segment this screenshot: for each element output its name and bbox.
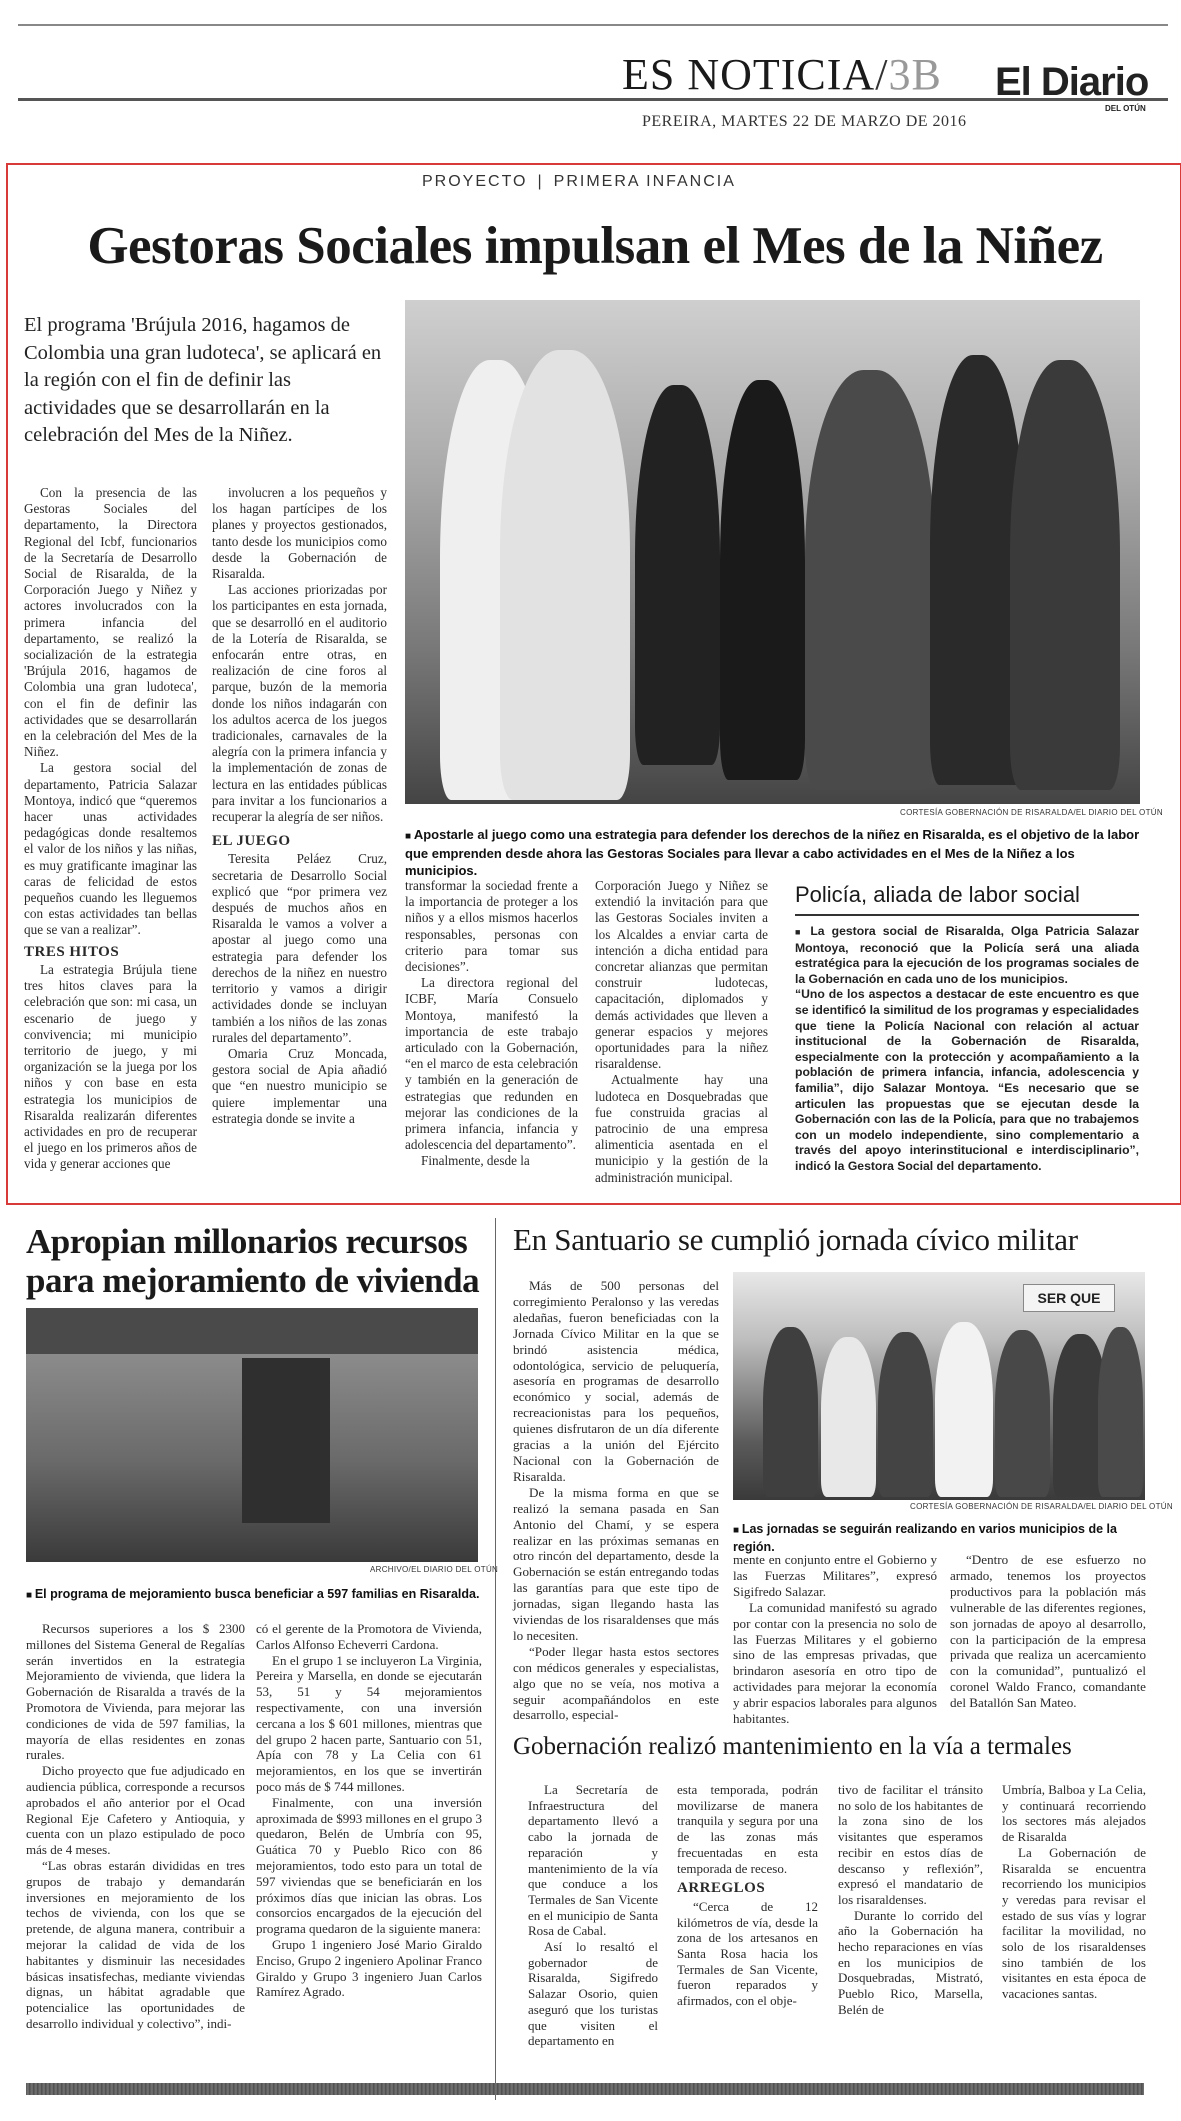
subhead-tres-hitos: TRES HITOS [24, 943, 120, 960]
section-title: ES NOTICIA/3B [622, 50, 942, 99]
lead-headline: Gestoras Sociales impulsan el Mes de la Niñez [87, 217, 1103, 275]
vivienda-headline: Apropian millonarios recursos para mejoramiento de vivienda [26, 1222, 480, 1300]
lower-column-divider [495, 1218, 496, 2100]
sidebar-title: Policía, aliada de labor social [795, 882, 1080, 907]
lead-photo-caption: ■ Apostarle al juego como una estrategia para defender los derechos de la niñez en Risaralda, es el objetivo de la labor que emprenden desde ahora las Gestoras Sociales para llevar a cabo actividades en el Mes de la Niñez a los municipios. [405, 827, 1140, 878]
santuario-headline: En Santuario se cumplió jornada cívico militar [513, 1222, 1078, 1257]
sidebar-rule [795, 914, 1139, 916]
lead-col-2: involucren a los pequeños y los hagan partícipes de los planes y proyectos gestionados, tanto desde los municipios como desde la Gobernación de Risaralda. Las acciones priorizadas por los participantes en esta jornada, que se desarrolló en el auditorio de la Lotería de Risaralda, se enfocarán entre otras, en realización de cine foros al parque, buzón de la memoria donde los niños indagarán con los adultos acerca de los juegos tradicionales, carnavales de la alegría con la primera infancia y la implementación de zonas de lectura en las entidades públicas para invitar a los funcionarios a recuperar la alegría de ser niños. EL JUEGO Teresita Peláez Cruz, secretaria de Desarrollo Social explicó que “por primera vez después de muchos años en Risaralda le vamos a volver a apostar al juego como una estrategia para defender los derechos de la niñez en nuestro territorio y vamos a dirigir actividades donde se incluyan también a los niños de las zonas rurales del departamento”. Omaria Cruz Moncada, gestora social de Apia añadió que “en nuestro municipio se quiere implementar una estrategia donde se invite a [212, 485, 387, 1126]
brand-sub: DEL OTÚN [1105, 104, 1146, 113]
termales-col-4: Umbría, Balboa y La Celia, y continuará recorriendo los sectores más alejados de Risaralda La Gobernación de Risaralda se encuentra recorriendo los municipios y veredas para revisar el estado de sus vías y lograr facilitar la movilidad, no solo de los risaraldenses sino también de los visitantes en esta época de vacaciones santas. [1002, 1782, 1146, 2002]
santuario-photo [733, 1272, 1145, 1500]
termales-col-2: esta temporada, podrán movilizarse de manera tranquila y segura por una de las zonas más frecuentadas en esta temporada de receso. ARREGLOS “Cerca de 12 kilómetros de vía, desde la zona de los artesanos en Santa Rosa hacia los Termales de San Vicente, fueron reparados y afirmados, con el obje- [677, 1782, 818, 2009]
lead-deck: El programa 'Brújula 2016, hagamos de Colombia una gran ludoteca', se aplicará en la región con el fin de definir las actividades que se desarrollarán en la celebración del Mes de la Niñez. [24, 314, 382, 446]
vivienda-photo [26, 1308, 478, 1562]
vivienda-caption: ■ El programa de mejoramiento busca beneficiar a 597 familias en Risaralda. [26, 1587, 480, 1601]
termales-col-3: tivo de facilitar el tránsito no solo de los habitantes de la zona sino de los visitantes que esperamos recibir en estos días de descanso y reflexión”, expresó el mandatario de los risaraldenses. Durante lo corrido del año la Gobernación ha hecho reparaciones en vías en los municipios de Dosquebradas, Mistrató, Pueblo Rico, Marsella, Belén de [838, 1782, 983, 2017]
kicker: PROYECTO | PRIMERA INFANCIA [422, 173, 736, 190]
lead-col-1: Con la presencia de las Gestoras Sociales del departamento, la Directora Regional del Icbf, funcionarios de la Secretaría de Desarrollo Social de Risaralda, de la Corporación Juego y Niñez y actores involucrados con la primera infancia del departamento, se realizó la socialización de la estrategia 'Brújula 2016, hagamos de Colombia una gran ludoteca', con el fin de definir las actividades que se desarrollarán en la celebración del Mes de la Niñez. La gestora social del departamento, Patricia Salazar Montoya, indicó que “queremos hacer unas actividades pedagógicas donde resaltemos el valor de los niños y las niñas, es muy gratificante imaginar las caras de felicidad de estos pequeños cuando les lleguemos con estas actividades tan bellas que se van a realizar”. TRES HITOS La estrategia Brújula tiene tres hitos claves para la celebración que son: mi casa, un escenario de juego y convivencia; mi municipio territorio de juego, y mi organización se la juega por los niños y con base en esta estrategia los municipios de Risaralda realizarán diferentes actividades en pro de recuperar el juego en los primeros años de vida y generar acciones que [24, 485, 197, 1172]
subhead-arreglos: ARREGLOS [677, 1880, 766, 1897]
dateline: PEREIRA, MARTES 22 DE MARZO DE 2016 [642, 113, 967, 130]
vivienda-col-1: Recursos superiores a los $ 2300 millones del Sistema General de Regalías serán invertidos en la estrategia Mejoramiento de vivienda, que lidera la Gobernación de Risaralda a través de la Promotora de Vivienda, para mejorar las condiciones de vida de 597 familias, la mayoría de ellas residentes en zonas rurales. Dicho proyecto que fue adjudicado en audiencia pública, corresponde a recursos aprobados el año anterior por el Ocad Regional Eje Cafetero y Antioquia, y cuenta con un plazo estipulado de poco más de 4 meses. “Las obras estarán divididas en tres grupos de trabajo y demandarán inversiones en mejoramiento de los techos de vivienda, con los que se pretende, de alguna manera, contribuir a mejorar la calidad de vida de los habitantes y disminuir las necesidades básicas insatisfechas, mediante viviendas dignas, un hábitat agradable que potencialice las oportunidades de desarrollo individual y colectivo”, indi- [26, 1621, 245, 2031]
termales-headline: Gobernación realizó mantenimiento en la vía a termales [513, 1733, 1072, 1760]
lead-photo-credit: CORTESÍA GOBERNACIÓN DE RISARALDA/EL DIARIO DEL OTÚN [900, 808, 1163, 817]
sidebar-body: ■ La gestora social de Risaralda, Olga Patricia Salazar Montoya, reconoció que la Policía será una aliada estratégica para la ejecución de los programas sociales de la Gobernación en cada uno de los municipios. “Uno de los aspectos a destacar de este encuentro es que se identificó la similitud de los programas y especialidades que tiene la Policía Nacional con relación al actuar institucional de la Gobernación de Risaralda, especialmente con la protección y acompañamiento a la población de primera infancia, infancia, adolescencia y familia”, dijo Salazar Montoya. “Es necesario que se articulen las propuestas que se ejecutan desde la Gobernación con las de la Policía, para que no trabajemos con un modelo independiente, sino complementario a través del apoyo interinstitucional e interdisciplinario”, indicó la Gestora Social del departamento. [795, 924, 1140, 1173]
vivienda-photo-credit: ARCHIVO/EL DIARIO DEL OTÚN [370, 1565, 499, 1574]
santuario-photo-banner: SER QUE [1023, 1284, 1115, 1312]
termales-col-1: La Secretaría de Infraestructura del departamento llevó a cabo la jornada de reparación y mantenimiento de la vía que conduce a los Termales de San Vicente en el municipio de Santa Rosa de Cabal. Así lo resaltó el gobernador de Risaralda, Sigifredo Salazar Osorio, quien aseguró que los turistas que visiten el departamento en [528, 1782, 658, 2049]
brand-logo: El Diario [995, 60, 1149, 104]
lead-col-4: Corporación Juego y Niñez se extendió la invitación para que las Gestoras Sociales inviten a los Alcaldes a enviar carta de intención a dicha entidad para concretar alianzas que permitan construir ludotecas, capacitación, diplomados y demás actividades que lleven a generar espacios y mejores oportunidades para la niñez risaraldense. Actualmente hay una ludoteca en Dosquebradas que fue construida gracias al patrocinio de una empresa alimenticia asentada en el municipio y la gestión de la administración municipal. [595, 878, 768, 1185]
subhead-el-juego: EL JUEGO [212, 833, 291, 850]
santuario-col-2: mente en conjunto entre el Gobierno y las Fuerzas Militares”, expresó Sigifredo Salazar. La comunidad manifestó su agrado por contar con la presencia no solo de las Fuerzas Militares y el gobierno sino de las empresas privadas, que brindaron asesoría en otro tipo de actividades para mejorar la economía y abrir espacios laborales para algunos habitantes. [733, 1552, 937, 1727]
lead-col-3: transformar la sociedad frente a la importancia de proteger a los niños y a ellos mismos hacerlos responsables, personas con criterio para tomar sus decisiones”. La directora regional del ICBF, María Consuelo Montoya, manifestó la importancia de este trabajo articulado con la Gobernación, “en el marco de esta celebración y también en la generación de estrategias que redunden en mejorar las condiciones de la primera infancia, infancia y adolescencia del departamento”. Finalmente, desde la [405, 878, 578, 1169]
bottom-bar [26, 2083, 1144, 2095]
santuario-col-3: “Dentro de ese esfuerzo no armado, tenemos los proyectos productivos para la población más vulnerable de las diferentes regiones, son jornadas de apoyo al desarrollo, con la participación de la empresa privada que realiza un acercamiento con la comunidad”, puntualizó el coronel Waldo Franco, comandante del Batallón San Mateo. [950, 1552, 1146, 1711]
vivienda-col-2: có el gerente de la Promotora de Vivienda, Carlos Alfonso Echeverri Cardona. En el grupo 1 se incluyeron La Virginia, Pereira y Marsella, en donde se ejecutarán 53, 51 y 54 mejoramientos respectivamente, con una inversión cercana a los $ 601 millones, mientras que del grupo 2 hacen parte, Santuario con 51, Apía con 78 y La Celia con 61 mejoramientos, en los que se invertirán poco más de $ 744 millones. Finalmente, con una inversión aproximada de $993 millones en el grupo 3 quedaron, Belén de Umbría con 95, Guática 70 y Pueblo Rico con 86 mejoramientos, todo esto para un total de 597 viviendas que se beneficiarán en los próximos días que inician las obras. Los consorcios encargados de la ejecución del programa quedaron de la siguiente manera: Grupo 1 ingeniero José Mario Giraldo Enciso, Grupo 2 ingeniero Apolinar Franco Giraldo y Grupo 3 ingeniero Juan Carlos Ramírez Agrado. [256, 1621, 482, 2000]
top-rule [18, 24, 1168, 26]
santuario-caption: ■ Las jornadas se seguirán realizando en varios municipios de la región. [733, 1522, 1117, 1554]
santuario-photo-credit: CORTESÍA GOBERNACIÓN DE RISARALDA/EL DIARIO DEL OTÚN [910, 1502, 1173, 1511]
lead-photo [405, 300, 1140, 804]
santuario-col-1: Más de 500 personas del corregimiento Peralonso y las veredas aledañas, fueron beneficiadas con la Jornada Cívico Militar en la que se brindó asistencia médica, odontológica, servicio de peluquería, asesoría en programas de desarrollo económico y social, además de recreacionistas para los pequeños, quienes disfrutaron de un día diferente gracias a la unión del Ejército Nacional con la Gobernación de Risaralda. De la misma forma en que se realizó la semana pasada en San Antonio del Chamí, y se espera realizar en las próximas semanas en otro rincón del departamento, desde la Gobernación se están entregando todas las garantías para que este tipo de jornadas, sigan llegando hasta las viviendas de los risaraldenses que más lo necesiten. “Poder llegar hasta estos sectores con médicos generales y especialistas, algo que no se veía, nos motiva a seguir acompañándolos en este desarrollo, especial- [513, 1278, 719, 1723]
